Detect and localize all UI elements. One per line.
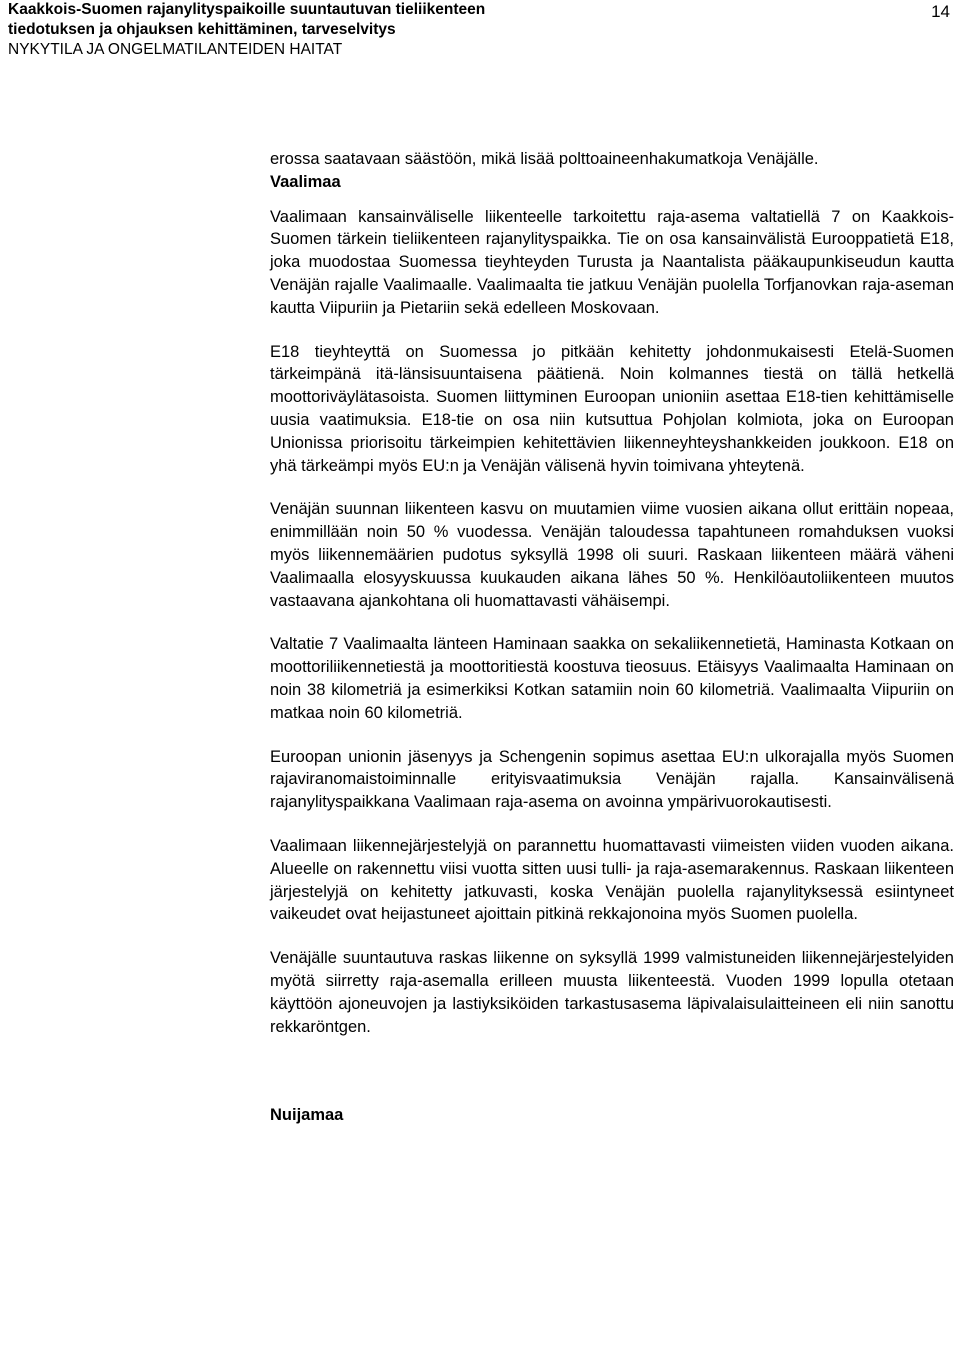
section-heading-vaalimaa: Vaalimaa [270, 172, 341, 191]
page-header [8, 0, 952, 60]
paragraph-1: Vaalimaan kansainväliselle liikenteelle tarkoitettu raja-asema valtatiellä 7 on Kaakkois-Suomen tärkein tieliikenteen rajanylityspaikka. Tie on osa kansainvälistä Eurooppatietä E18, joka muodostaa Suomessa tieyhteyden Turusta ja Naantalista pääkaupunkiseudun kautta Venäjän rajalle Vaalimaalle. Vaalimaalta tie jatkuu Venäjän puolella Torfjanovkan raja-aseman kautta Viipuriin ja Pietariin sekä edelleen Moskovaan. [270, 207, 954, 317]
page-number: 14 [931, 2, 950, 21]
paragraph-4: Valtatie 7 Vaalimaalta länteen Haminaan saakka on sekaliikennetietä, Haminasta Kotkaan on moottoriliikennetiestä ja moottoritiestä koostuva tieosuus. Etäisyys Vaalimaalta Haminaan on noin 38 kilometriä ja esimerkiksi Kotkan satamiin noin 60 kilometriä. Vaalimaalta Viipuriin on matkaa noin 60 kilometriä. [270, 635, 954, 722]
paragraph-6: Vaalimaan liikennejärjestelyjä on parannettu huomattavasti viimeisten viiden vuoden aikana. Alueelle on rakennettu viisi vuotta sitten uusi tulli- ja raja-asemarakennus. Raskaan liikenteen järjestelyjä on kehitetty jatkuvasti, koska Venäjän puolella rajanylityksessä esiintyneet vaikeudet ovat heijastuneet ajoittain pitkinä rekkajonoina myös Suomen puolella. [270, 836, 954, 924]
paragraph-2: E18 tieyhteyttä on Suomessa jo pitkään kehitetty johdonmukaisesti Etelä-Suomen tärkeimpänä itä-länsisuuntaisena päätienä. Noin kolmannes tiestä on tällä hetkellä moottoriväylätasoista. Suomen liittyminen Euroopan unioniin asettaa E18-tien kehittämiselle uusia vaatimuksia. E18-tie on osa niin kutsuttua Pohjolan kolmiota, joka on Euroopan Unionissa priorisoitu tärkeimpien kehitettävien liikenneyhteyshankkeiden joukkoon. E18 on yhä tärkeämpi myös EU:n ja Venäjän välisenä hyvin toimivana yhteytenä. [270, 342, 954, 475]
paragraph-3: Venäjän suunnan liikenteen kasvu on muutamien viime vuosien aikana ollut erittäin nopeaa, enimmillään noin 50 % vuodessa. Venäjän taloudessa tapahtuneen romahduksen vuoksi myös liikennemäärien pudotus syksyllä 1998 oli suuri. Raskaan liikenteen määrä väheni Vaalimaalla elosyyskuussa kuukauden aikana lähes 50 %. Henkilöautoliikenteen muutos vastaavana ajankohtana oli huomattavasti vähäisempi. [270, 500, 954, 610]
paragraph-5: Euroopan unionin jäsenyys ja Schengenin sopimus asettaa EU:n ulkorajalla myös Suomen rajaviranomaistoiminnalle erityisvaatimuksia Venäjän rajalla. Kansainvälisenä rajanylityspaikkana Vaalimaan raja-asema on avoinna ympärivuorokautisesti. [270, 747, 954, 812]
intro-paragraph: erossa saatavaan säästöön, mikä lisää polttoaineenhakumatkoja Venäjälle. [270, 150, 819, 168]
paragraph-7: Venäjälle suuntautuva raskas liikenne on syksyllä 1999 valmistuneiden liikennejärjestelyiden myötä siirretty raja-asemalla erilleen muusta liikenteestä. Vuoden 1999 lopulla otetaan käyttöön ajoneuvojen ja lastiyksiköiden tarkastusasema läpivalaisulaitteineen eli niin sanottu rekkaröntgen. [270, 949, 954, 1036]
document-title-line2: tiedotuksen ja ohjauksen kehittäminen, tarveselvitys [8, 21, 396, 38]
document-title-line1: Kaakkois-Suomen rajanylityspaikoille suuntautuvan tieliikenteen [8, 1, 486, 18]
document-body [270, 148, 954, 1127]
chapter-title: NYKYTILA JA ONGELMATILANTEIDEN HAITAT [8, 41, 343, 58]
section-heading-nuijamaa: Nuijamaa [270, 1106, 344, 1125]
